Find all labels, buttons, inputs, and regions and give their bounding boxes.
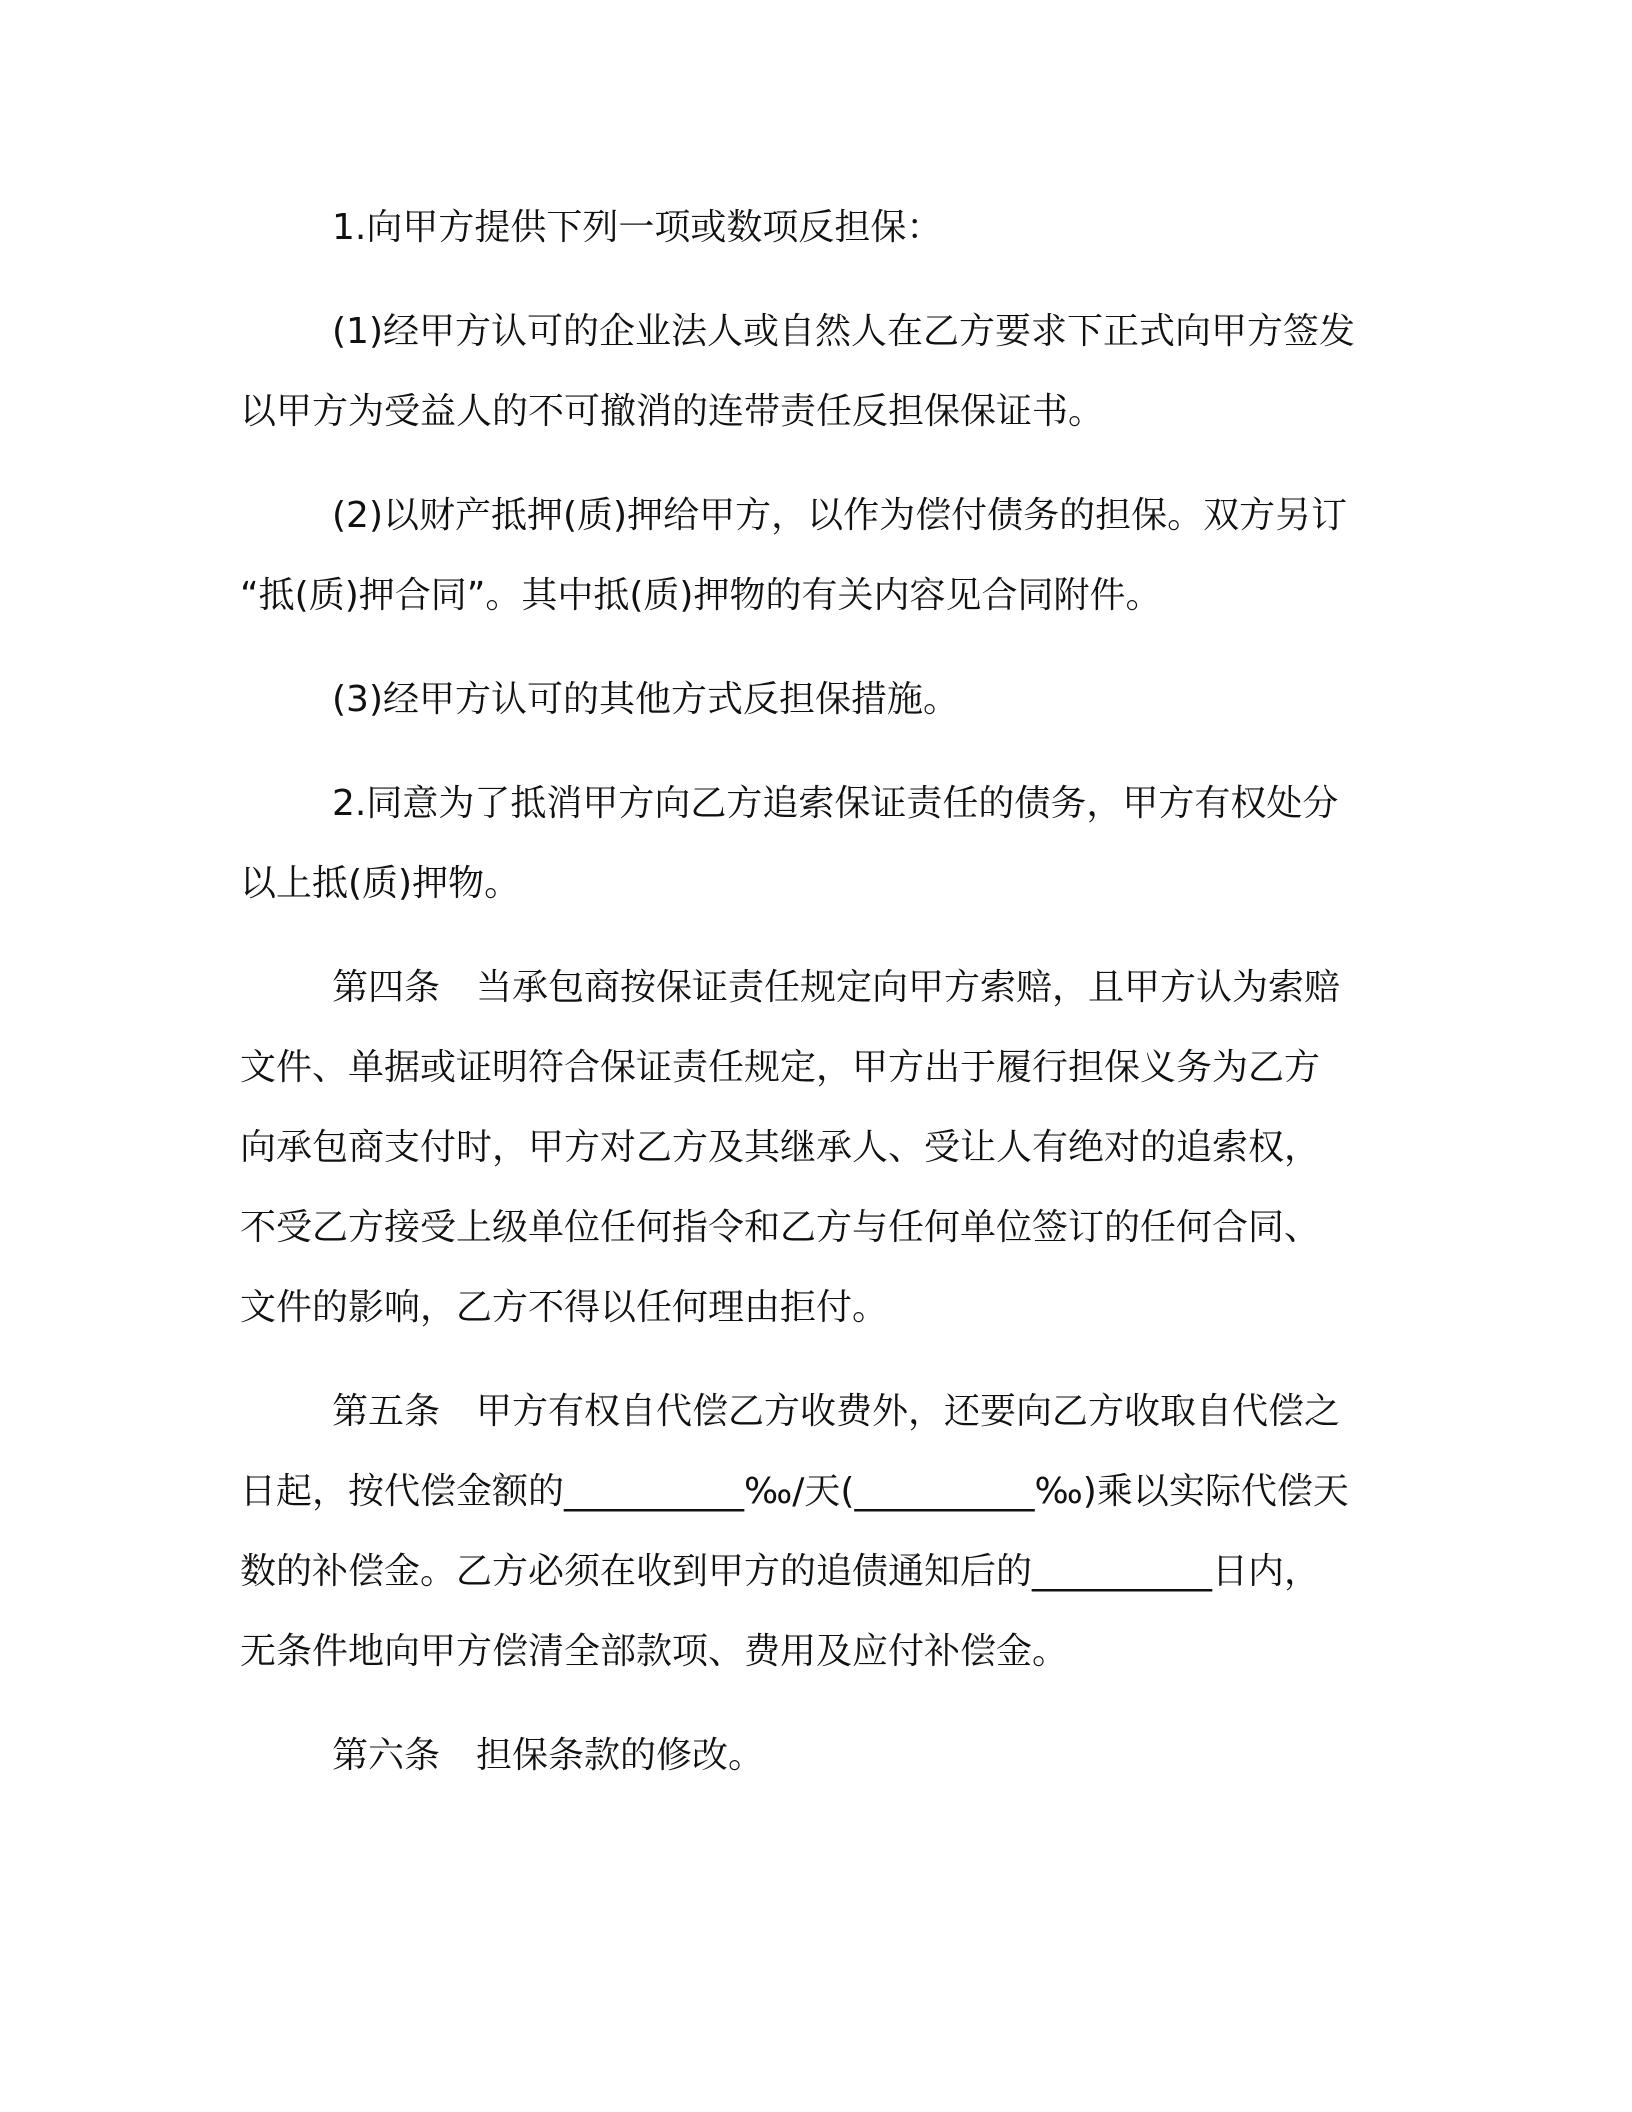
paragraph-line: 文件、单据或证明符合保证责任规定，甲方出于履行担保义务为乙方 bbox=[240, 1047, 1321, 1088]
paragraph-line: 向承包商支付时，甲方对乙方及其继承人、受让人有绝对的追索权， bbox=[240, 1127, 1321, 1168]
paragraph-line: 不受乙方接受上级单位任何指令和乙方与任何单位签订的任何合同、 bbox=[240, 1207, 1321, 1248]
paragraph-line: 第五条 甲方有权自代偿乙方收费外，还要向乙方收取自代偿之 bbox=[332, 1391, 1341, 1432]
paragraph-offset-clause bbox=[240, 764, 1398, 924]
article-4 bbox=[240, 948, 1398, 1348]
paragraph-line: 日起，按代偿金额的__________‰/天(__________‰)乘以实际代偿天 bbox=[240, 1471, 1349, 1512]
paragraph-line: 第四条 当承包商按保证责任规定向甲方索赔，且甲方认为索赔 bbox=[332, 967, 1341, 1008]
document-body bbox=[240, 188, 1398, 1820]
paragraph-line: 2.同意为了抵消甲方向乙方追索保证责任的债务，甲方有权处分 bbox=[332, 783, 1339, 824]
paragraph-line: (1)经甲方认可的企业法人或自然人在乙方要求下正式向甲方签发 bbox=[332, 311, 1355, 352]
paragraph-counter-guarantee-intro: 1.向甲方提供下列一项或数项反担保： bbox=[332, 207, 943, 248]
paragraph-item-3: (3)经甲方认可的其他方式反担保措施。 bbox=[332, 679, 959, 720]
paragraph-line: “抵(质)押合同”。其中抵(质)押物的有关内容见合同附件。 bbox=[240, 575, 1162, 616]
paragraph-line: 无条件地向甲方偿清全部款项、费用及应付补偿金。 bbox=[240, 1631, 1069, 1672]
article-6: 第六条 担保条款的修改。 bbox=[332, 1735, 765, 1776]
paragraph-line: 以上抵(质)押物。 bbox=[240, 863, 521, 904]
paragraph-line: 以甲方为受益人的不可撤消的连带责任反担保保证书。 bbox=[240, 391, 1105, 432]
paragraph-line: 文件的影响，乙方不得以任何理由拒付。 bbox=[240, 1287, 889, 1328]
paragraph-line: (2)以财产抵押(质)押给甲方，以作为偿付债务的担保。双方另订 bbox=[332, 495, 1348, 536]
paragraph-item-1 bbox=[240, 292, 1398, 452]
paragraph-line: 数的补偿金。乙方必须在收到甲方的追债通知后的__________日内， bbox=[240, 1551, 1321, 1592]
paragraph-item-2 bbox=[240, 476, 1398, 636]
article-5 bbox=[240, 1372, 1398, 1692]
